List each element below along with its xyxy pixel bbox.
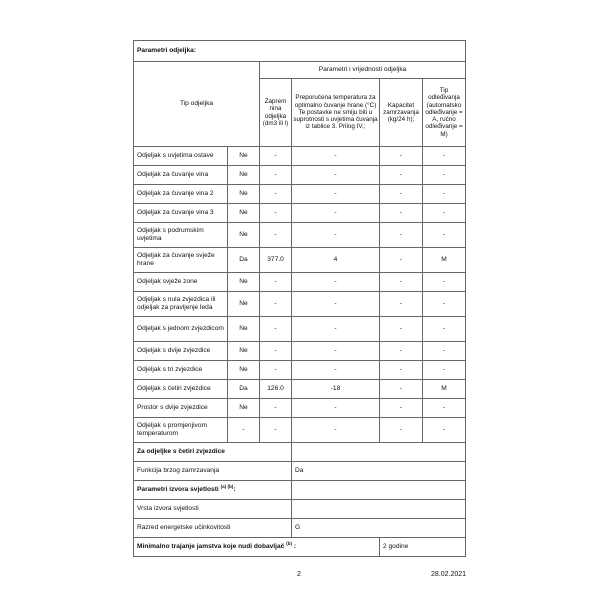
compartment-name: Prostor s dvije zvjezdice	[134, 399, 228, 418]
compartment-present: Da	[228, 380, 260, 399]
empty-cell	[292, 481, 466, 500]
compartment-defrost-type: M	[423, 380, 466, 399]
compartment-name: Odjeljak za čuvanje vina 2	[134, 185, 228, 204]
table-body	[134, 41, 466, 557]
compartment-freezing-capacity: -	[380, 399, 423, 418]
compartment-present: Ne	[228, 273, 260, 292]
compartment-present: Ne	[228, 361, 260, 380]
temperature-column-header: Preporučena temperatura za optimalno čuvanje hrane (°C) Te postavke ne smiju biti u suprotnosti s uvjetima čuvanja iz tablice 3. Prilog IV.;	[292, 79, 380, 147]
compartment-present: -	[228, 418, 260, 443]
compartment-temperature: -	[292, 147, 380, 166]
compartment-name: Odjeljak s tri zvjezdice	[134, 361, 228, 380]
compartment-temperature: -	[292, 223, 380, 248]
light-type-row	[134, 500, 466, 519]
compartment-defrost-type: -	[423, 399, 466, 418]
table-row	[134, 185, 466, 204]
table-row	[134, 166, 466, 185]
compartment-temperature: -	[292, 292, 380, 317]
compartment-volume: -	[260, 223, 292, 248]
compartment-volume: -	[260, 204, 292, 223]
compartment-name: Odjeljak za čuvanje vina	[134, 166, 228, 185]
compartment-name: Odjeljak za čuvanje vina 3	[134, 204, 228, 223]
compartment-defrost-type: -	[423, 147, 466, 166]
table-row	[134, 292, 466, 317]
warranty-value: 2 godine	[380, 538, 466, 557]
compartment-name: Odjeljak svježe zone	[134, 273, 228, 292]
four-star-section-row	[134, 443, 466, 462]
compartment-present: Ne	[228, 166, 260, 185]
compartment-name: Odjeljak s podrumskim uvjetima	[134, 223, 228, 248]
table-row	[134, 361, 466, 380]
compartment-name: Odjeljak za čuvanje svježe hrane	[134, 248, 228, 273]
four-star-section-heading: Za odjeljke s četiri zvjezdice	[134, 443, 292, 462]
compartment-temperature: -	[292, 204, 380, 223]
compartment-defrost-type: M	[423, 248, 466, 273]
compartment-freezing-capacity: -	[380, 418, 423, 443]
light-source-section-row	[134, 481, 466, 500]
light-source-heading-text: Parametri izvora svjetlosti	[137, 486, 219, 493]
fast-freeze-value: Da	[292, 462, 466, 481]
warranty-label	[134, 538, 380, 557]
light-type-value	[292, 500, 466, 519]
compartment-present: Ne	[228, 185, 260, 204]
compartment-volume: -	[260, 273, 292, 292]
compartment-name: Odjeljak s uvjetima ostave	[134, 147, 228, 166]
compartment-present: Ne	[228, 342, 260, 361]
table-row	[134, 418, 466, 443]
compartment-freezing-capacity: -	[380, 248, 423, 273]
page-number: 2	[297, 571, 301, 578]
compartment-temperature: -18	[292, 380, 380, 399]
compartment-defrost-type: -	[423, 273, 466, 292]
compartment-freezing-capacity: -	[380, 204, 423, 223]
compartment-present: Ne	[228, 399, 260, 418]
compartment-freezing-capacity: -	[380, 273, 423, 292]
compartment-temperature: 4	[292, 248, 380, 273]
compartment-temperature: -	[292, 317, 380, 342]
fast-freeze-row	[134, 462, 466, 481]
compartment-temperature: -	[292, 361, 380, 380]
table-row	[134, 317, 466, 342]
compartment-freezing-capacity: -	[380, 361, 423, 380]
compartment-volume: -	[260, 342, 292, 361]
compartment-freezing-capacity: -	[380, 223, 423, 248]
compartment-defrost-type: -	[423, 361, 466, 380]
table-title: Parametri odjeljka:	[134, 41, 466, 62]
light-source-section-heading	[134, 481, 292, 500]
light-type-label: Vrsta izvora svjetlosti	[134, 500, 292, 519]
document-date: 28.02.2021	[431, 571, 467, 578]
compartment-defrost-type: -	[423, 317, 466, 342]
compartment-present: Ne	[228, 147, 260, 166]
compartment-volume: -	[260, 399, 292, 418]
empty-cell	[292, 443, 466, 462]
table-row	[134, 273, 466, 292]
compartment-defrost-type: -	[423, 223, 466, 248]
compartment-defrost-type: -	[423, 204, 466, 223]
energy-class-row	[134, 519, 466, 538]
compartment-volume: -	[260, 185, 292, 204]
compartment-present: Ne	[228, 204, 260, 223]
compartment-freezing-capacity: -	[380, 292, 423, 317]
compartment-type-header: Tip odjeljka	[134, 62, 260, 147]
compartment-present: Da	[228, 248, 260, 273]
compartment-freezing-capacity: -	[380, 166, 423, 185]
compartment-parameters-table	[133, 40, 466, 557]
group-header-row	[134, 62, 466, 79]
compartment-freezing-capacity: -	[380, 317, 423, 342]
compartment-temperature: -	[292, 418, 380, 443]
compartment-volume: -	[260, 317, 292, 342]
table-row	[134, 399, 466, 418]
table-row	[134, 204, 466, 223]
compartment-defrost-type: -	[423, 166, 466, 185]
title-row	[134, 41, 466, 62]
compartment-freezing-capacity: -	[380, 342, 423, 361]
compartment-volume: -	[260, 361, 292, 380]
warranty-label-text: Minimalno trajanje jamstva koje nudi dobavljač	[137, 543, 285, 550]
compartment-temperature: -	[292, 273, 380, 292]
compartment-name: Odjeljak s jednom zvjezdicom	[134, 317, 228, 342]
parameters-group-header: Parametri i vrijednosti odjeljka	[260, 62, 466, 79]
table-row	[134, 147, 466, 166]
volume-column-header: Zaprem nina odjeljka (dm3 ili l)	[260, 79, 292, 147]
compartment-volume: -	[260, 292, 292, 317]
compartment-defrost-type: -	[423, 292, 466, 317]
compartment-temperature: -	[292, 185, 380, 204]
freezing-capacity-column-header: Kapacitet zamrzavanja (kg/24 h);	[380, 79, 423, 147]
compartment-volume: -	[260, 166, 292, 185]
warranty-row	[134, 538, 466, 557]
label-suffix: :	[293, 543, 297, 550]
fast-freeze-label: Funkcija brzog zamrzavanja	[134, 462, 292, 481]
compartment-present: Ne	[228, 317, 260, 342]
compartment-temperature: -	[292, 166, 380, 185]
compartment-name: Odjeljak s nula zvjezdica ili odjeljak za pravljenje leda	[134, 292, 228, 317]
compartment-name: Odjeljak s četiri zvjezdice	[134, 380, 228, 399]
table-row	[134, 342, 466, 361]
compartment-volume: 126.0	[260, 380, 292, 399]
compartment-freezing-capacity: -	[380, 380, 423, 399]
footnote-marker: (b)	[286, 540, 293, 546]
compartment-defrost-type: -	[423, 418, 466, 443]
table-row	[134, 248, 466, 273]
compartment-freezing-capacity: -	[380, 147, 423, 166]
energy-class-label: Razred energetske učinkovitosti	[134, 519, 292, 538]
compartment-name: Odjeljak s dvije zvjezdice	[134, 342, 228, 361]
footnote-marker: (a) (b)	[220, 483, 234, 489]
energy-class-value: G	[292, 519, 466, 538]
table-row	[134, 380, 466, 399]
compartment-freezing-capacity: -	[380, 185, 423, 204]
compartment-volume: -	[260, 147, 292, 166]
compartment-defrost-type: -	[423, 342, 466, 361]
table-row	[134, 223, 466, 248]
compartment-volume: 377.0	[260, 248, 292, 273]
compartment-temperature: -	[292, 342, 380, 361]
defrost-type-column-header: Tip odleđivanja (automatsko odleđivanje = A, ručno odleđivanje = M)	[423, 79, 466, 147]
compartment-volume: -	[260, 418, 292, 443]
compartment-present: Ne	[228, 292, 260, 317]
compartment-name: Odjeljak s promjenjivom temperaturom	[134, 418, 228, 443]
compartment-temperature: -	[292, 399, 380, 418]
compartment-present: Ne	[228, 223, 260, 248]
heading-suffix: :	[233, 486, 236, 493]
parameters-sheet	[133, 40, 465, 557]
compartment-defrost-type: -	[423, 185, 466, 204]
